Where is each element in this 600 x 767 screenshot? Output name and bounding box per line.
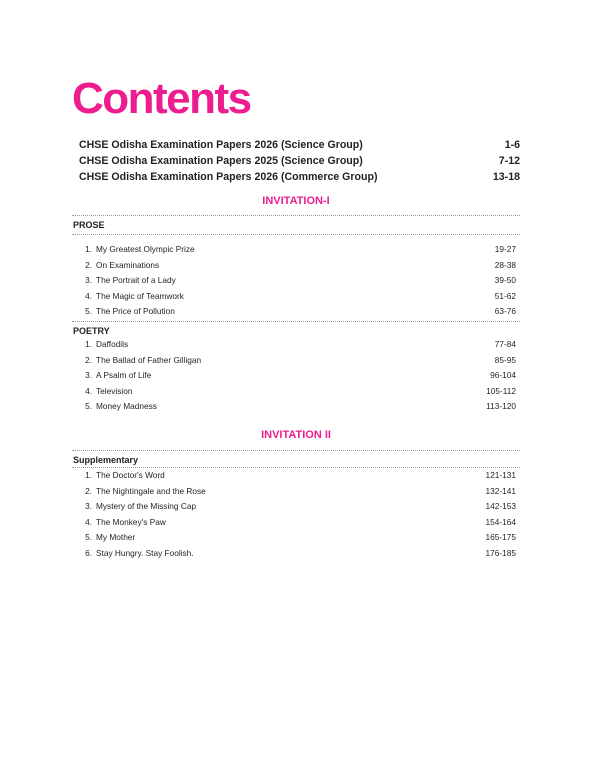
supplementary-section [72,450,520,562]
exam-papers-list [79,137,520,185]
item-pages: 165-175 [485,532,516,543]
list-item[interactable] [72,384,520,400]
item-number: 2. [85,485,92,496]
item-pages: 63-76 [494,306,516,317]
list-item[interactable] [72,289,520,305]
item-title: Stay Hungry. Stay Foolish. [96,547,194,558]
exam-paper-row[interactable] [79,169,520,185]
item-title: My Greatest Olympic Prize [96,244,195,254]
item-title: The Ballad of Father Gilligan [96,354,202,365]
item-pages: 96-104 [490,370,516,381]
section-divider [72,215,520,216]
item-pages: 105-112 [486,385,516,396]
item-title: A Psalm of Life [96,370,152,381]
invitation-1-heading: INVITATION-I [262,195,330,207]
item-number: 4. [85,290,92,301]
prose-label: PROSE [73,220,105,230]
item-title: The Doctor's Word [96,470,165,480]
exam-paper-label: CHSE Odisha Examination Papers 2026 (Science Group) [79,139,363,151]
list-item[interactable] [72,515,520,531]
item-number: 3. [85,501,92,512]
list-item[interactable] [72,273,520,289]
item-pages: 19-27 [494,244,516,254]
item-pages: 176-185 [485,547,516,558]
exam-paper-pages: 1-6 [504,139,520,151]
item-number: 3. [85,370,92,381]
list-item[interactable] [72,337,520,353]
exam-paper-row[interactable] [79,153,520,169]
exam-paper-pages: 13-18 [492,171,520,183]
item-pages: 154-164 [485,516,516,527]
item-number: 4. [85,385,92,396]
item-title: The Magic of Teamwork [96,290,184,301]
item-pages: 77-84 [494,339,516,349]
item-pages: 132-141 [485,485,516,496]
item-title: My Mother [96,532,136,543]
item-number: 2. [85,354,92,365]
item-pages: 85-95 [494,354,516,365]
invitation-2-heading: INVITATION II [261,429,331,441]
item-number: 5. [85,306,92,317]
exam-paper-label: CHSE Odisha Examination Papers 2025 (Science Group) [79,155,363,167]
item-title: The Portrait of a Lady [96,275,176,286]
list-item[interactable] [72,499,520,515]
section-divider [72,321,520,322]
prose-section [72,215,520,320]
list-item[interactable] [72,258,520,274]
item-pages: 121-131 [485,470,516,480]
item-pages: 28-38 [494,259,516,270]
item-title: Daffodils [96,339,129,349]
exam-paper-pages: 7-12 [498,155,520,167]
item-number: 1. [85,244,92,254]
list-item[interactable] [72,304,520,320]
section-divider [72,450,520,451]
item-pages: 51-62 [494,290,516,301]
list-item[interactable] [72,353,520,369]
list-item[interactable] [72,468,520,484]
item-number: 5. [85,401,92,412]
list-item[interactable] [72,484,520,500]
supplementary-label: Supplementary [73,455,139,465]
item-title: The Monkey's Paw [96,516,166,527]
list-item[interactable] [72,546,520,562]
exam-paper-row[interactable] [79,137,520,153]
item-number: 2. [85,259,92,270]
item-title: Money Madness [96,401,157,412]
list-item[interactable] [72,399,520,415]
exam-paper-label: CHSE Odisha Examination Papers 2026 (Commerce Group) [79,171,378,183]
item-pages: 113-120 [486,401,516,412]
item-number: 1. [85,339,92,349]
item-number: 1. [85,470,92,480]
item-pages: 39-50 [494,275,516,286]
item-number: 4. [85,516,92,527]
item-number: 6. [85,547,92,558]
item-title: The Price of Pollution [96,306,175,317]
list-item[interactable] [72,242,520,258]
list-item[interactable] [72,530,520,546]
item-title: The Nightingale and the Rose [96,485,206,496]
item-title: Television [96,385,133,396]
item-number: 5. [85,532,92,543]
poetry-label: POETRY [73,326,110,336]
page-title: Contents [72,74,251,123]
item-title: Mystery of the Missing Cap [96,501,197,512]
item-number: 3. [85,275,92,286]
list-item[interactable] [72,368,520,384]
item-title: On Examinations [96,259,160,270]
poetry-section [72,321,520,415]
item-pages: 142-153 [485,501,516,512]
